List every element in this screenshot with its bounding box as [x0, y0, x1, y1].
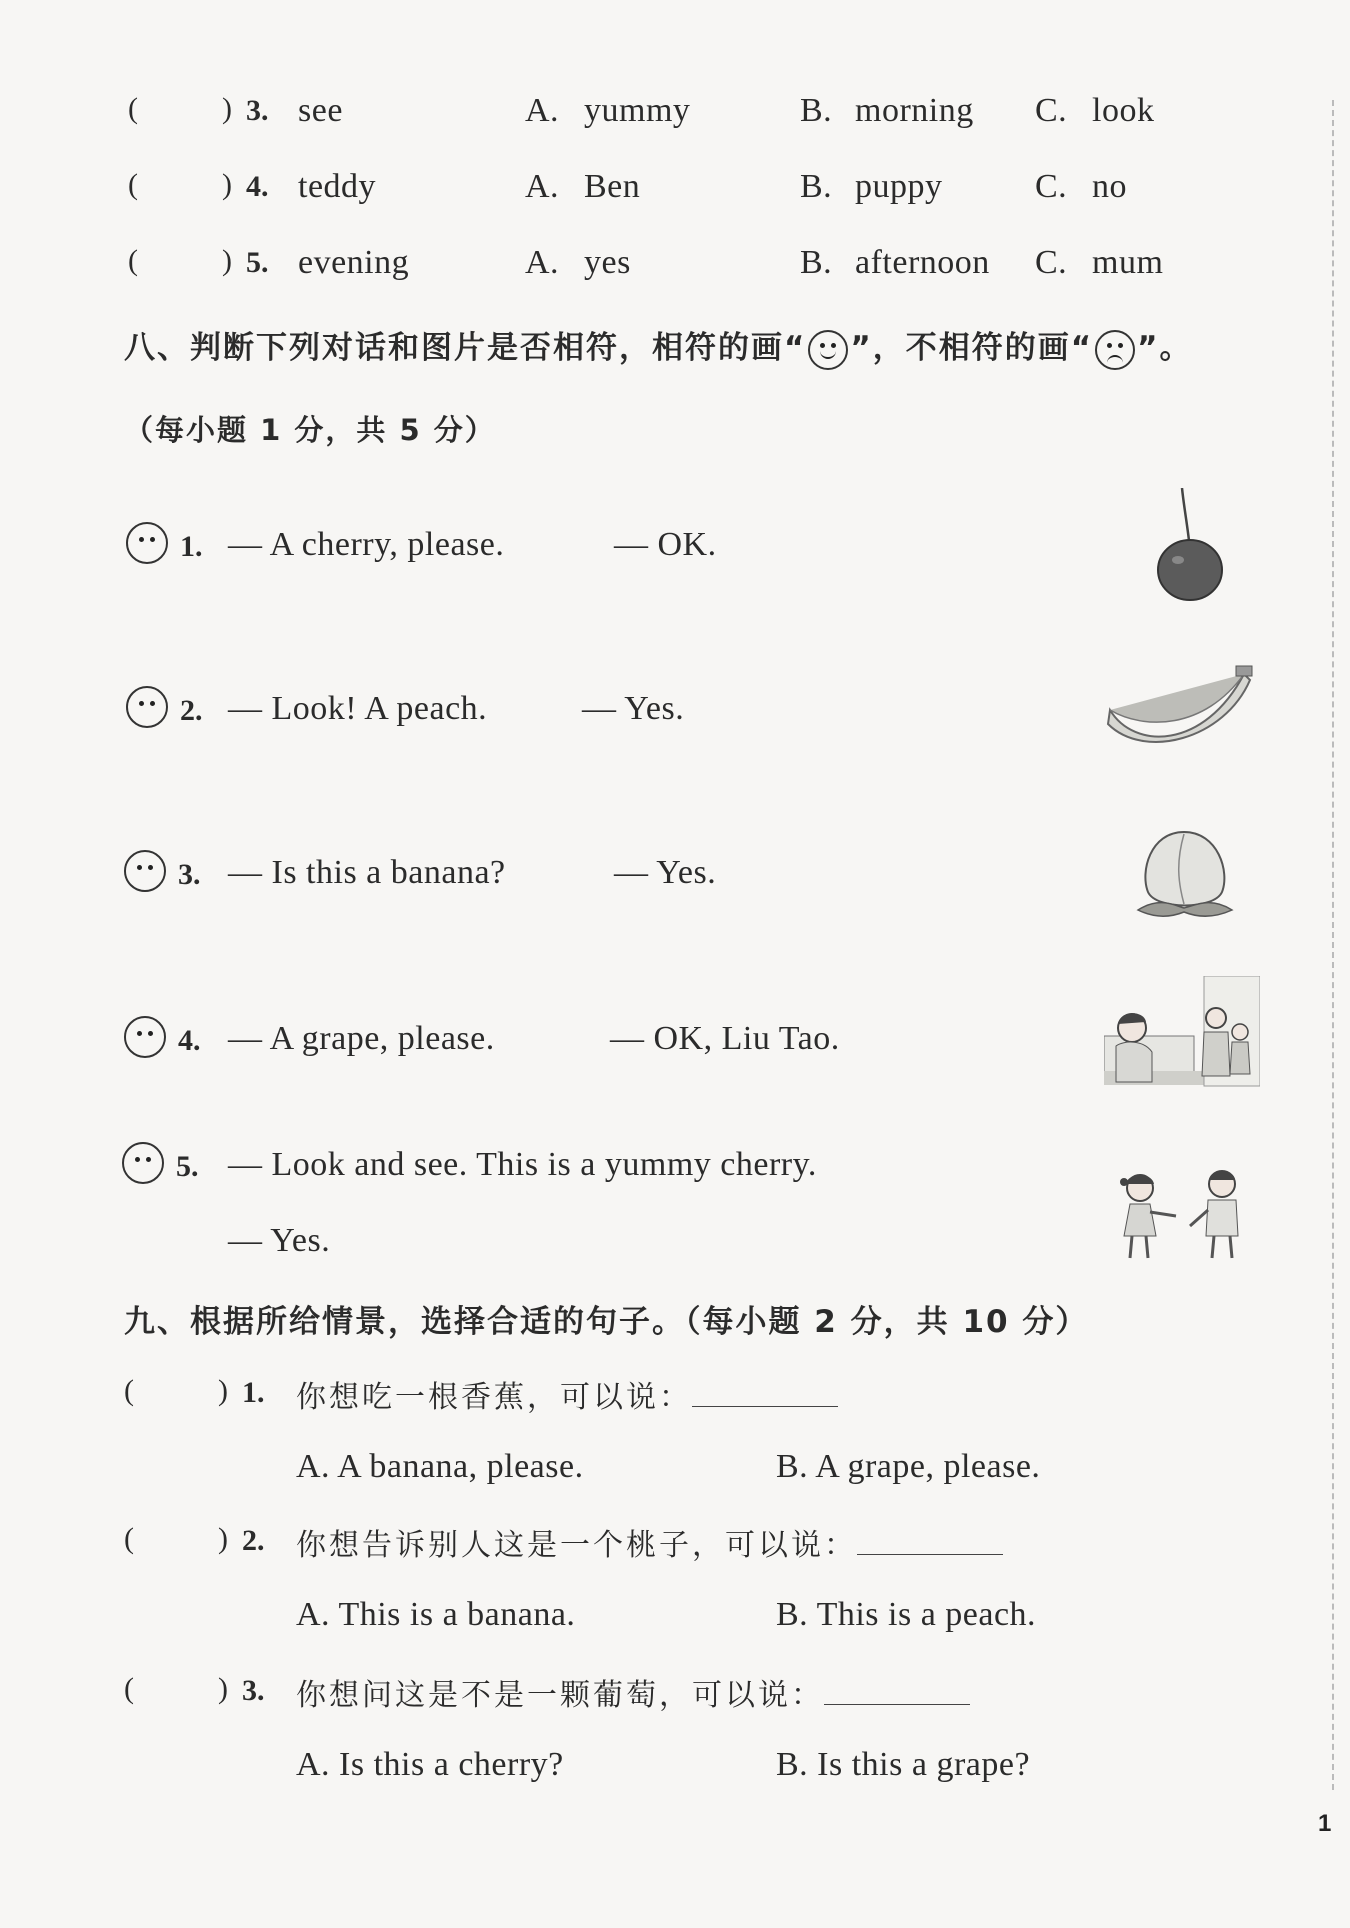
- dialogue-line: — Look and see. This is a yummy cherry.: [228, 1146, 817, 1183]
- answer-blank[interactable]: [824, 1674, 970, 1705]
- question-number: 2.: [242, 1524, 265, 1557]
- blank-face-answer-icon[interactable]: [126, 522, 168, 564]
- option-a-letter: A.: [525, 92, 560, 129]
- answer-paren-open: (: [124, 1374, 134, 1407]
- sad-face-icon: [1095, 330, 1135, 370]
- answer-paren-close: ): [222, 92, 232, 125]
- option-b-word: puppy: [855, 168, 943, 205]
- option-a-word: yummy: [584, 92, 691, 129]
- option-a-word: yes: [584, 244, 631, 281]
- dialogue-line: — Is this a banana?: [228, 854, 506, 891]
- dialogue-line: — Look! A peach.: [228, 690, 488, 727]
- option-b: B. Is this a grape?: [776, 1746, 1031, 1783]
- question-prompt: 你想告诉别人这是一个桃子，可以说：: [296, 1528, 857, 1563]
- answer-paren-open: (: [124, 1522, 134, 1555]
- section8-title-part3: ”。: [1137, 330, 1193, 366]
- section9-title: 九、根据所给情景，选择合适的句子。（每小题 2 分，共 10 分）: [124, 1304, 1089, 1340]
- smiley-face-icon: [808, 330, 848, 370]
- option-c-word: mum: [1092, 244, 1164, 281]
- option-b-letter: B.: [800, 244, 833, 281]
- question-word: evening: [298, 244, 410, 281]
- section8-title-part1: 八、判断下列对话和图片是否相符，相符的画“: [124, 330, 807, 366]
- answer-paren-close: ): [222, 168, 232, 201]
- item-number: 3.: [178, 858, 201, 891]
- answer-blank[interactable]: [857, 1524, 1003, 1555]
- question-text: [296, 1670, 970, 1714]
- option-b: B. A grape, please.: [776, 1448, 1041, 1485]
- item-number: 2.: [180, 694, 203, 727]
- section8-points: （每小题 1 分，共 5 分）: [124, 413, 496, 447]
- girl-and-boy-picture: [1110, 1166, 1260, 1262]
- dialogue-reply: — Yes.: [614, 854, 717, 891]
- answer-paren-open: (: [124, 1672, 134, 1705]
- item-number: 1.: [180, 530, 203, 563]
- option-a: A. A banana, please.: [296, 1448, 584, 1485]
- peach-picture: [1130, 822, 1240, 927]
- option-a-letter: A.: [525, 244, 560, 281]
- option-a-word: Ben: [584, 168, 641, 205]
- question-number: 1.: [242, 1376, 265, 1409]
- option-c-letter: C.: [1035, 92, 1068, 129]
- answer-blank[interactable]: [692, 1376, 838, 1407]
- answer-paren-open: (: [128, 168, 138, 201]
- option-b: B. This is a peach.: [776, 1596, 1037, 1633]
- answer-paren-open: (: [128, 92, 138, 125]
- question-text: [296, 1372, 838, 1416]
- answer-paren-close: ): [222, 244, 232, 277]
- dialogue-reply: — OK, Liu Tao.: [610, 1020, 840, 1057]
- section8-title-part2: ”，不相符的画“: [850, 330, 1094, 366]
- question-prompt: 你想问这是不是一颗葡萄，可以说：: [296, 1678, 824, 1713]
- blank-face-answer-icon[interactable]: [122, 1142, 164, 1184]
- blank-face-answer-icon[interactable]: [124, 850, 166, 892]
- option-c-letter: C.: [1035, 168, 1068, 205]
- option-c-word: look: [1092, 92, 1155, 129]
- question-number: 3.: [246, 94, 269, 127]
- page-edge-divider: [1332, 100, 1336, 1790]
- page-number: 1: [1318, 1810, 1332, 1837]
- banana-picture: [1104, 660, 1254, 760]
- question-word: see: [298, 92, 343, 129]
- dialogue-reply: — OK.: [614, 526, 717, 563]
- answer-paren-close: ): [218, 1672, 228, 1705]
- option-a-letter: A.: [525, 168, 560, 205]
- dialogue-reply: — Yes.: [228, 1222, 331, 1259]
- item-number: 4.: [178, 1024, 201, 1057]
- option-c-letter: C.: [1035, 244, 1068, 281]
- blank-face-answer-icon[interactable]: [124, 1016, 166, 1058]
- option-a: A. Is this a cherry?: [296, 1746, 564, 1783]
- option-a: A. This is a banana.: [296, 1596, 576, 1633]
- cherry-picture: [1140, 488, 1250, 603]
- option-b-word: afternoon: [855, 244, 990, 281]
- question-word: teddy: [298, 168, 377, 205]
- question-number: 3.: [242, 1674, 265, 1707]
- boy-and-man-picture: [1104, 976, 1260, 1096]
- option-b-letter: B.: [800, 168, 833, 205]
- option-b-word: morning: [855, 92, 974, 129]
- option-b-letter: B.: [800, 92, 833, 129]
- section8-title: [124, 322, 1193, 370]
- dialogue-reply: — Yes.: [582, 690, 685, 727]
- blank-face-answer-icon[interactable]: [126, 686, 168, 728]
- question-number: 4.: [246, 170, 269, 203]
- question-number: 5.: [246, 246, 269, 279]
- dialogue-line: — A cherry, please.: [228, 526, 505, 563]
- answer-paren-close: ): [218, 1522, 228, 1555]
- option-c-word: no: [1092, 168, 1127, 205]
- question-text: [296, 1520, 1003, 1564]
- question-prompt: 你想吃一根香蕉，可以说：: [296, 1380, 692, 1415]
- dialogue-line: — A grape, please.: [228, 1020, 495, 1057]
- answer-paren-close: ): [218, 1374, 228, 1407]
- item-number: 5.: [176, 1150, 199, 1183]
- answer-paren-open: (: [128, 244, 138, 277]
